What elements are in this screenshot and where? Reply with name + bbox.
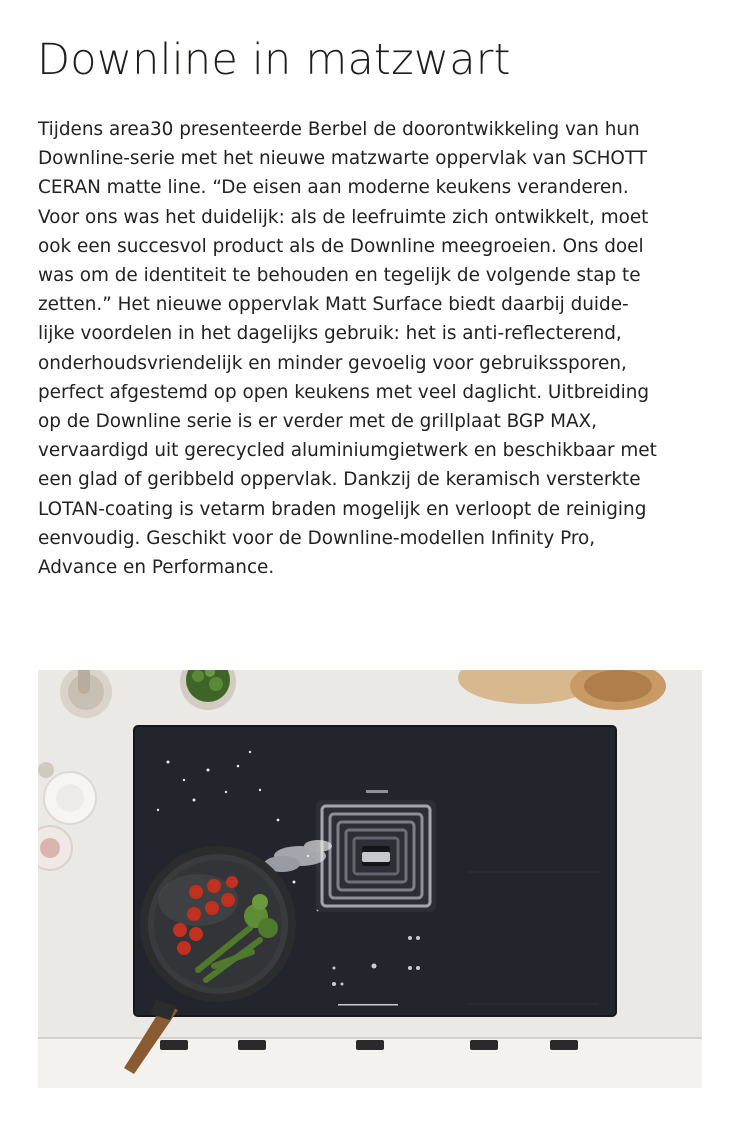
article-line: onderhoudsvriendelijk en minder gevoelig voor gebruikssporen, bbox=[38, 352, 627, 374]
article-line: op de Downline serie is er verder met de grillplaat BGP MAX, bbox=[38, 411, 598, 433]
article-line: Downline-serie met het nieuwe matzwarte oppervlak van SCHOTT bbox=[38, 148, 648, 170]
article-line: een glad of geribbeld oppervlak. Dankzij de keramisch versterkte bbox=[38, 469, 641, 491]
cabinet-handle bbox=[470, 1040, 498, 1050]
article-line: CERAN matte line. “De eisen aan moderne keukens veranderen. bbox=[38, 177, 629, 199]
page-title: Downline in matzwart bbox=[37, 35, 511, 85]
cabinet-handle bbox=[550, 1040, 578, 1050]
article-line: perfect afgestemd op open keukens met veel daglicht. Uitbreiding bbox=[38, 381, 650, 403]
article-body bbox=[38, 115, 718, 582]
article-line: vervaardigd uit gerecycled aluminiumgietwerk en beschikbaar met bbox=[38, 440, 657, 462]
cabinet-handle bbox=[160, 1040, 188, 1050]
article-line: ook een succesvol product als de Downline meegroeien. Ons doel bbox=[38, 235, 644, 257]
cabinet-handle bbox=[238, 1040, 266, 1050]
article-line: Tijdens area30 presenteerde Berbel de doorontwikkeling van hun bbox=[38, 119, 640, 140]
article-line: lijke voordelen in het dagelijks gebruik: het is anti-reflecterend, bbox=[38, 323, 622, 345]
cabinet-handle bbox=[356, 1040, 384, 1050]
article-line: was om de identiteit te behouden en tegelijk de volgende stap te bbox=[38, 265, 641, 287]
article-line: Advance en Performance. bbox=[38, 557, 275, 579]
downdraft-vent bbox=[316, 790, 436, 912]
article-line: Voor ons was het duidelijk: als de leefruimte zich ontwikkelt, moet bbox=[38, 206, 649, 228]
article-line: eenvoudig. Geschikt voor de Downline-modellen Infinity Pro, bbox=[38, 527, 596, 549]
product-photo bbox=[38, 670, 702, 1088]
article-line: LOTAN-coating is vetarm braden mogelijk en verloopt de reiniging bbox=[38, 498, 647, 520]
article-line: zetten.” Het nieuwe oppervlak Matt Surface biedt daarbij duide- bbox=[38, 294, 629, 316]
